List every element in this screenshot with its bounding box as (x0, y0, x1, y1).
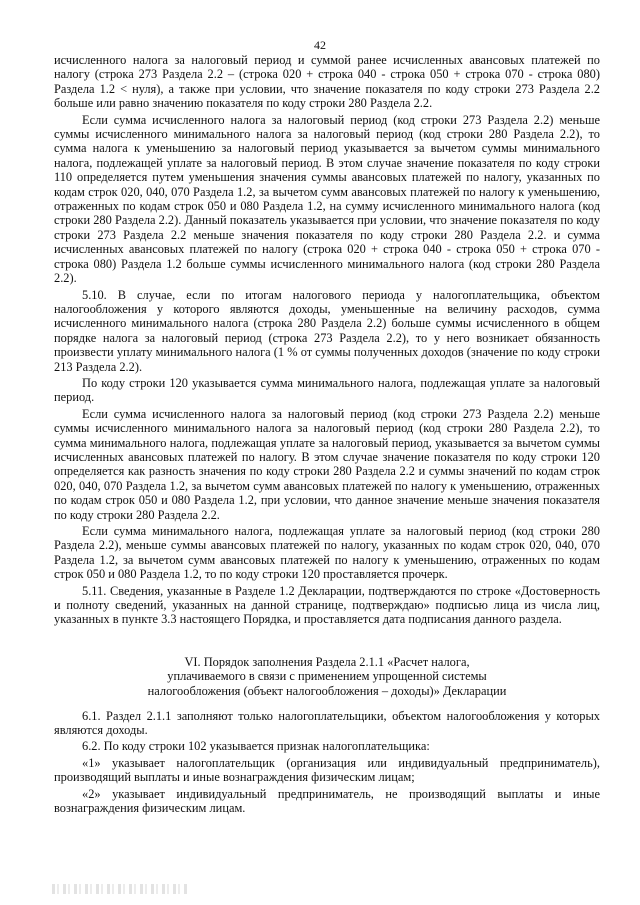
paragraph-5-11: 5.11. Сведения, указанные в Разделе 1.2 Декларации, подтверждаются по строке «Достоверность и полноту сведений, указанных на данной странице, подтверждаю» подписью лица из числа лиц, указанных в пункте 3.3 настоящего Порядка, и проставляется дата подписания данного раздела. (54, 583, 600, 627)
paragraph-continuation: исчисленного налога за налоговый период и суммой ранее исчисленных авансовых платежей по налогу (строка 273 Раздела 2.2 – (строка 020 + строка 040 - строка 050 + строка 070 - строка 080) Раздела 1.2 < нуля), а также при условии, что значение показателя по коду строки 273 Раздела 2.2 больше или равно значению показателя по коду строки 280 Раздела 2.2. (54, 53, 600, 111)
scan-artifact (52, 884, 187, 894)
paragraph: Если сумма исчисленного налога за налоговый период (код строки 273 Раздела 2.2) меньше суммы исчисленного минимального налога за налоговый период (код строки 280 Раздела 2.2), то сумма минимального налога, подлежащая уплате за налоговый период, указывается за вычетом суммы исчисленных авансовых платежей по налогу. В этом случае значение показателя по коду строки 120 определяется как разность значения по коду строки 280 Раздела 2.2 и суммы значений по кодам строк 020, 040, 070 Раздела 1.2, за вычетом сумм авансовых платежей по налогу к уменьшению, отраженных по кодам строк 050 и 080 Раздела 1.2, при условии, что данное значение меньше значения показателя по коду строки 280 Раздела 2.2. (54, 406, 600, 522)
section-heading (54, 655, 600, 699)
paragraph-5-10: 5.10. В случае, если по итогам налогового периода у налогоплательщика, объектом налогообложения у которого являются доходы, уменьшенные на величину расходов, сумма исчисленного минимального налога (строка 280 Раздела 2.2) больше суммы исчисленного в общем порядке налога за налоговый период (строка 273 Раздела 2.2), то у него возникает обязанность произвести уплату минимального налога (1 % от суммы полученных доходов (значение по коду строки 213 Раздела 2.2). (54, 287, 600, 374)
section-heading-line: налогообложения (объект налогообложения – доходы)» Декларации (147, 684, 507, 699)
paragraph: Если сумма минимального налога, подлежащая уплате за налоговый период (код строки 280 Раздела 2.2), меньше суммы авансовых платежей по налогу, указанных по кодам строк 020, 040, 070 Раздела 1.2, за вычетом сумм авансовых платежей по налогу к уменьшению, отраженных по кодам строк 050 и 080 Раздела 1.2, то по коду строки 120 проставляется прочерк. (54, 524, 600, 582)
paragraph-6-1: 6.1. Раздел 2.1.1 заполняют только налогоплательщики, объектом налогообложения у которых являются доходы. (54, 708, 600, 738)
document-body (54, 53, 600, 817)
paragraph: Если сумма исчисленного налога за налоговый период (код строки 273 Раздела 2.2) меньше суммы исчисленного минимального налога за налоговый период (код строки 280 Раздела 2.2), то сумма налога к уменьшению за налоговый период указывается за вычетом суммы минимального налога, подлежащей уплате за налоговый период. В этом случае значение показателя по коду строки 110 определяется путем уменьшения значения суммы авансовых платежей по налогу, указанных по кодам строк 020, 040, 070 Раздела 1.2, за вычетом сумм авансовых платежей по налогу к уменьшению, отраженных по кодам строк 050 и 080 Раздела 1.2, на сумму исчисленного минимального налога (код строки 280 Раздела 2.2). Данный показатель указывается при условии, что значение показателя по коду строки 273 Раздела 2.2 меньше значения показателя по коду строки 280 Раздела 2.2. и сумма исчисленных авансовых платежей по налогу (строка 020 + строка 040 - строка 050 + строка 070 - строка 080) Раздела 1.2 больше суммы исчисленного минимального налога (код строки 280 Раздела 2.2). (54, 112, 600, 286)
paragraph-6-2: 6.2. По коду строки 102 указывается признак налогоплательщика: (82, 739, 430, 754)
paragraph-option-1: «1» указывает налогоплательщик (организация или индивидуальный предприниматель), производящий выплаты и иные вознаграждения физическим лицам; (54, 755, 600, 785)
section-heading-line: уплачиваемого в связи с применением упрощенной системы (167, 669, 487, 684)
paragraph-option-2: «2» указывает индивидуальный предприниматель, не производящий выплаты и иные вознаграждения физическим лицам. (54, 786, 600, 816)
paragraph: По коду строки 120 указывается сумма минимального налога, подлежащая уплате за налоговый период. (54, 375, 600, 405)
section-heading-line: VI. Порядок заполнения Раздела 2.1.1 «Расчет налога, (184, 654, 470, 669)
page-number: 42 (314, 38, 326, 52)
